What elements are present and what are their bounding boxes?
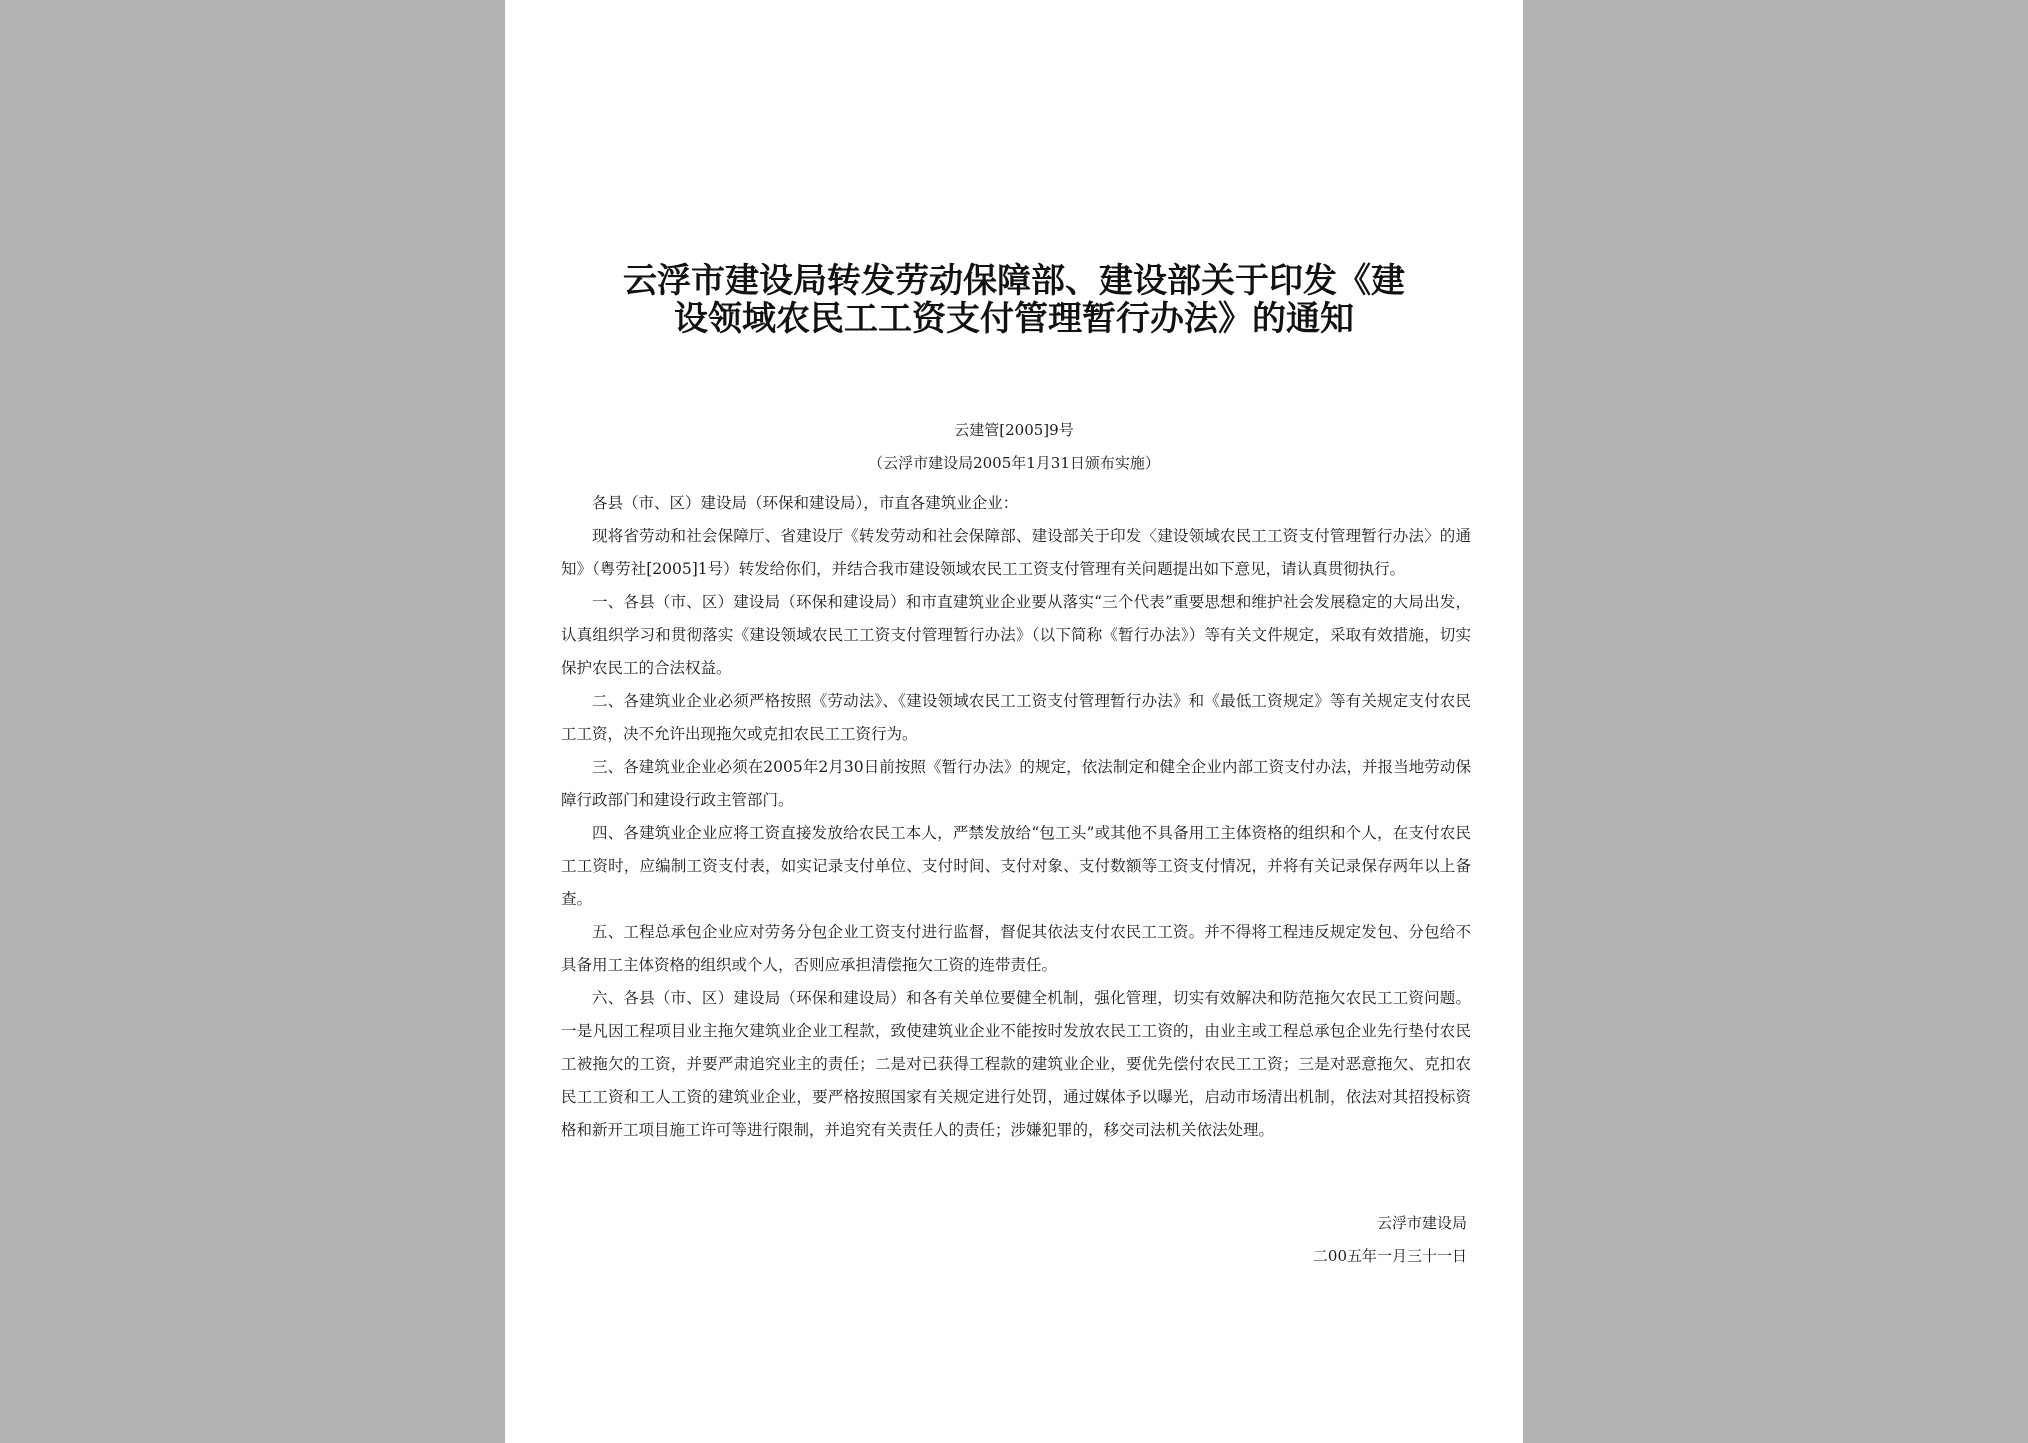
paragraph-5: 五、工程总承包企业应对劳务分包企业工资支付进行监督，督促其依法支付农民工工资。并不得将工程违反规定发包、分包给不具备用工主体资格的组织或个人，否则应承担清偿拖欠工资的连带责任。 xyxy=(561,923,1471,974)
paragraph-1: 一、各县（市、区）建设局（环保和建设局）和市直建筑业企业要从落实“三个代表”重要思想和维护社会发展稳定的大局出发，认真组织学习和贯彻落实《建设领域农民工工资支付管理暂行办法》（以下简称《暂行办法》）等有关文件规定，采取有效措施，切实保护农民工的合法权益。 xyxy=(561,593,1471,677)
signature-date: 二00五年一月三十一日 xyxy=(1312,1247,1467,1265)
signature-block xyxy=(1313,1207,1467,1273)
paragraph-6: 六、各县（市、区）建设局（环保和建设局）和各有关单位要健全机制，强化管理，切实有效解决和防范拖欠农民工工资问题。一是凡因工程项目业主拖欠建筑业企业工程款，致使建筑业企业不能按时发放农民工工资的，由业主或工程总承包企业先行垫付农民工被拖欠的工资，并要严肃追究业主的责任；二是对已获得工程款的建筑业企业，要优先偿付农民工工资；三是对恶意拖欠、克扣农民工工资和工人工资的建筑业企业，要严格按照国家有关规定进行处罚，通过媒体予以曝光，启动市场清出机制，依法对其招投标资格和新开工项目施工许可等进行限制，并追究有关责任人的责任；涉嫌犯罪的，移交司法机关依法处理。 xyxy=(561,989,1471,1139)
paragraph-3: 三、各建筑业企业必须在2005年2月30日前按照《暂行办法》的规定，依法制定和健全企业内部工资支付办法，并报当地劳动保障行政部门和建设行政主管部门。 xyxy=(561,758,1471,809)
signature-org: 云浮市建设局 xyxy=(1376,1214,1467,1232)
document-page xyxy=(505,0,1523,1443)
document-title xyxy=(585,262,1443,338)
issue-note: （云浮市建设局2005年1月31日颁布实施） xyxy=(868,454,1160,472)
paragraph-intro: 现将省劳动和社会保障厅、省建设厅《转发劳动和社会保障部、建设部关于印发〈建设领域农民工工资支付管理暂行办法〉的通知》（粤劳社[2005]1号）转发给你们，并结合我市建设领域农民工工资支付管理有关问题提出如下意见，请认真贯彻执行。 xyxy=(561,527,1471,578)
paragraph-4: 四、各建筑业企业应将工资直接发放给农民工本人，严禁发放给“包工头”或其他不具备用工主体资格的组织和个人，在支付农民工工资时，应编制工资支付表，如实记录支付单位、支付时间、支付对象、支付数额等工资支付情况，并将有关记录保存两年以上备查。 xyxy=(561,824,1471,908)
title-line-1: 云浮市建设局转发劳动保障部、建设部关于印发《建 xyxy=(623,261,1405,301)
title-line-2: 设领域农民工工资支付管理暂行办法》的通知 xyxy=(674,299,1354,339)
paragraph-2: 二、各建筑业企业必须严格按照《劳动法》、《建设领域农民工工资支付管理暂行办法》和《最低工资规定》等有关规定支付农民工工资，决不允许出现拖欠或克扣农民工工资行为。 xyxy=(561,692,1471,743)
salutation: 各县（市、区）建设局（环保和建设局），市直各建筑业企业： xyxy=(592,494,1019,512)
document-body xyxy=(561,487,1471,1147)
document-number: 云建管[2005]9号 xyxy=(954,421,1074,439)
